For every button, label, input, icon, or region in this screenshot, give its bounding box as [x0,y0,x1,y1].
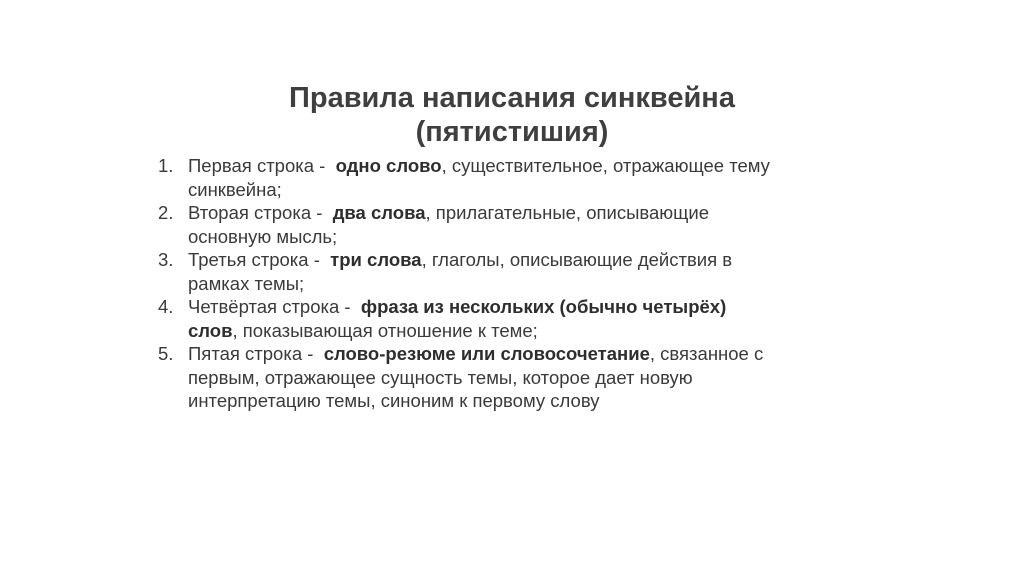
rule-item-3 [158,248,778,295]
rule-item-1 [158,154,778,201]
slide-title [200,81,824,149]
rule-emphasis: фраза из нескольких (обычно четырёх) слов [188,296,727,341]
rule-lead: Первая строка - [188,155,331,176]
rule-number: 2. [158,202,174,223]
rule-lead: Третья строка - [188,249,326,270]
rule-lead: Пятая строка - [188,343,319,364]
rule-emphasis: слово-резюме или словосочетание [323,343,650,364]
rule-description: , существительное, отражающее тему синквейна; [188,155,770,200]
rule-item-5 [158,342,778,413]
rule-emphasis: одно слово [335,155,442,176]
rule-number: 1. [158,155,174,176]
rule-emphasis: три слова [330,249,422,270]
rule-description: , связанное с первым, отражающее сущность темы, которое дает новую интерпретацию темы, синоним к первому слову [188,343,764,411]
rules-list [158,154,778,413]
rule-number: 5. [158,343,174,364]
rule-item-2 [158,201,778,248]
rule-emphasis: два слова [332,202,426,223]
rule-item-4 [158,295,778,342]
rule-number: 3. [158,249,174,270]
slide-title-line-2: (пятистишия) [415,116,609,149]
rule-lead: Вторая строка - [188,202,328,223]
slide-title-line-1: Правила написания синквейна [289,82,735,115]
rule-number: 4. [158,296,174,317]
rule-description: , показывающая отношение к теме; [232,319,538,341]
rule-description: , прилагательные, описывающие основную мысль; [188,202,710,247]
rule-description: , глаголы, описывающие действия в рамках темы; [188,249,733,294]
rule-lead: Четвёртая строка - [188,296,356,317]
